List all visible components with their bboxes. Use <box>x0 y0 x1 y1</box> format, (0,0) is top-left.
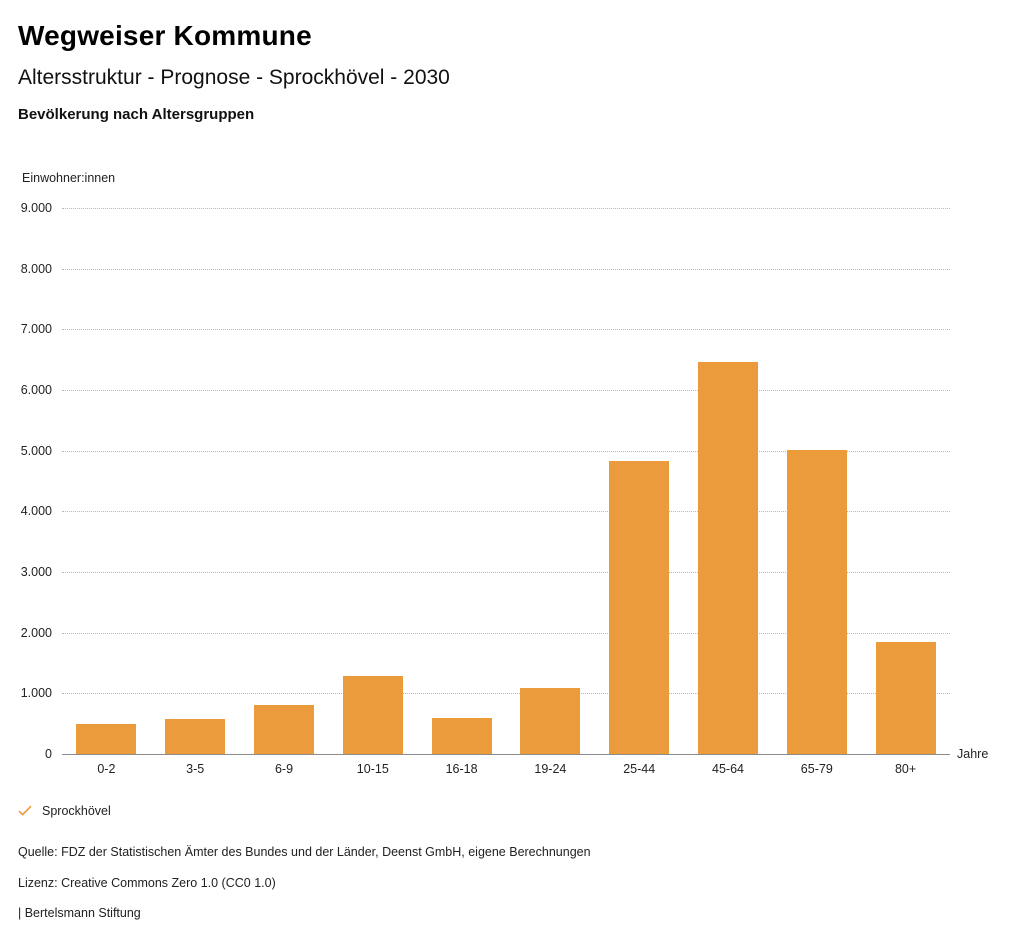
x-tick-label: 0-2 <box>97 762 116 776</box>
bar-column[interactable] <box>240 208 329 754</box>
y-axis-tick-labels <box>0 201 56 761</box>
bar[interactable] <box>609 461 669 754</box>
bar-column[interactable] <box>506 208 595 754</box>
bar[interactable] <box>254 705 314 754</box>
y-tick-label: 5.000 <box>20 443 52 458</box>
x-tick-label: 6-9 <box>274 762 294 776</box>
x-tick-label: 80+ <box>894 762 917 776</box>
bar-column[interactable] <box>417 208 506 754</box>
bar[interactable] <box>432 718 492 754</box>
bar-series-sprockhoevel <box>62 208 950 754</box>
y-tick-label: 7.000 <box>20 322 52 337</box>
bar-column[interactable] <box>772 208 861 754</box>
bar[interactable] <box>698 362 758 754</box>
y-tick-label: 9.000 <box>20 201 52 215</box>
page-subtitle: Altersstruktur - Prognose - Sprockhövel - 2030 <box>18 66 450 89</box>
chart-legend[interactable] <box>18 804 111 818</box>
bar-column[interactable] <box>684 208 773 754</box>
publisher-text: | Bertelsmann Stiftung <box>18 906 141 920</box>
bar[interactable] <box>343 676 403 754</box>
x-axis-tick-labels <box>62 762 950 782</box>
x-axis-caption: Jahre <box>957 747 989 761</box>
bar[interactable] <box>787 450 847 754</box>
y-tick-label: 4.000 <box>20 504 52 519</box>
bar-column[interactable] <box>151 208 240 754</box>
x-tick-label: 65-79 <box>800 762 833 776</box>
y-tick-label: 0 <box>45 747 52 761</box>
check-icon <box>18 804 32 818</box>
x-tick-label: 3-5 <box>186 762 205 776</box>
bar-column[interactable] <box>62 208 151 754</box>
x-axis-line <box>62 754 950 755</box>
y-tick-label: 2.000 <box>20 625 52 640</box>
y-tick-label: 8.000 <box>20 261 52 276</box>
page-title: Wegweiser Kommune <box>18 20 312 51</box>
bar-column[interactable] <box>595 208 684 754</box>
x-tick-label: 19-24 <box>534 762 567 776</box>
y-tick-label: 1.000 <box>20 686 52 701</box>
bar[interactable] <box>876 642 936 754</box>
bar-column[interactable] <box>861 208 950 754</box>
plot-area <box>62 208 950 754</box>
x-tick-label: 16-18 <box>445 762 478 776</box>
bar[interactable] <box>76 724 136 754</box>
bar-column[interactable] <box>328 208 417 754</box>
x-tick-label: 10-15 <box>356 762 389 776</box>
source-text: Quelle: FDZ der Statistischen Ämter des Bundes und der Länder, Deenst GmbH, eigene Berechnungen <box>18 845 591 859</box>
license-text: Lizenz: Creative Commons Zero 1.0 (CC0 1.0) <box>18 876 276 890</box>
bar[interactable] <box>165 719 225 754</box>
y-tick-label: 6.000 <box>20 383 52 397</box>
x-tick-label: 25-44 <box>623 762 656 776</box>
bar[interactable] <box>520 688 580 754</box>
y-axis-caption: Einwohner:innen <box>22 171 116 185</box>
legend-label-sprockhoevel: Sprockhövel <box>42 804 111 818</box>
page-subsubtitle: Bevölkerung nach Altersgruppen <box>18 106 255 123</box>
y-tick-label: 3.000 <box>20 565 52 579</box>
x-tick-label: 45-64 <box>712 762 744 776</box>
